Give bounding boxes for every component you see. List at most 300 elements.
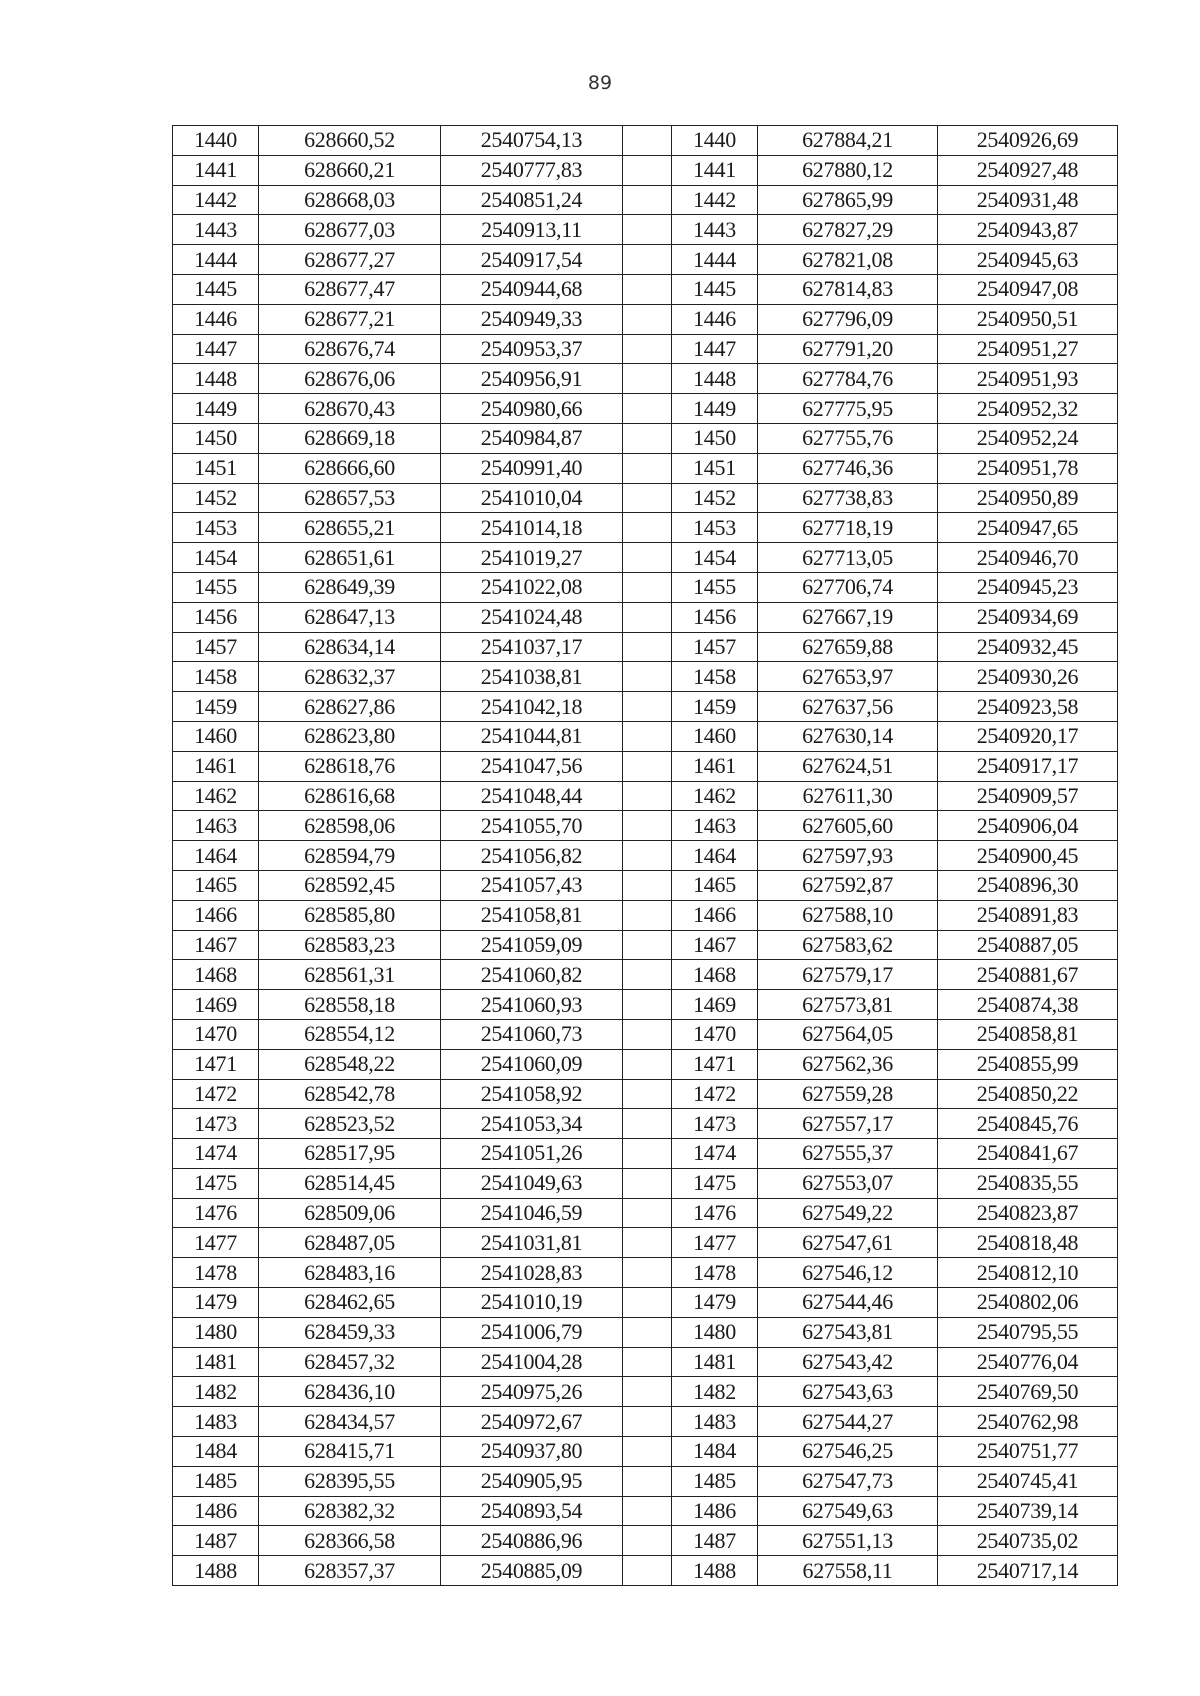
left-y-coordinate-cell: 2540956,91 xyxy=(441,364,623,394)
right-x-coordinate-cell: 627605,60 xyxy=(758,811,938,841)
spacer-cell xyxy=(623,1019,672,1049)
table-row xyxy=(173,990,1118,1020)
right-point-number-cell: 1480 xyxy=(672,1317,758,1347)
left-x-coordinate-cell: 628657,53 xyxy=(259,483,441,513)
spacer-cell xyxy=(623,215,672,245)
spacer-cell xyxy=(623,245,672,275)
left-y-coordinate-cell: 2541046,59 xyxy=(441,1198,623,1228)
table-row xyxy=(173,751,1118,781)
table-row xyxy=(173,1496,1118,1526)
right-point-number-cell: 1457 xyxy=(672,632,758,662)
left-y-coordinate-cell: 2540949,33 xyxy=(441,304,623,334)
left-x-coordinate-cell: 628668,03 xyxy=(259,185,441,215)
left-x-coordinate-cell: 628677,27 xyxy=(259,245,441,275)
left-x-coordinate-cell: 628382,32 xyxy=(259,1496,441,1526)
left-y-coordinate-cell: 2541044,81 xyxy=(441,721,623,751)
spacer-cell xyxy=(623,1407,672,1437)
right-y-coordinate-cell: 2540751,77 xyxy=(938,1437,1118,1467)
right-y-coordinate-cell: 2540735,02 xyxy=(938,1526,1118,1556)
right-y-coordinate-cell: 2540717,14 xyxy=(938,1556,1118,1586)
right-x-coordinate-cell: 627667,19 xyxy=(758,602,938,632)
right-point-number-cell: 1483 xyxy=(672,1407,758,1437)
left-x-coordinate-cell: 628669,18 xyxy=(259,423,441,453)
spacer-cell xyxy=(623,1228,672,1258)
left-x-coordinate-cell: 628618,76 xyxy=(259,751,441,781)
table-row xyxy=(173,304,1118,334)
left-point-number-cell: 1476 xyxy=(173,1198,259,1228)
table-row xyxy=(173,394,1118,424)
left-y-coordinate-cell: 2541051,26 xyxy=(441,1139,623,1169)
right-x-coordinate-cell: 627546,25 xyxy=(758,1437,938,1467)
right-point-number-cell: 1458 xyxy=(672,662,758,692)
table-row xyxy=(173,513,1118,543)
left-y-coordinate-cell: 2540777,83 xyxy=(441,155,623,185)
spacer-cell xyxy=(623,1258,672,1288)
left-x-coordinate-cell: 628632,37 xyxy=(259,662,441,692)
spacer-cell xyxy=(623,334,672,364)
left-point-number-cell: 1450 xyxy=(173,423,259,453)
right-x-coordinate-cell: 627821,08 xyxy=(758,245,938,275)
left-x-coordinate-cell: 628517,95 xyxy=(259,1139,441,1169)
right-x-coordinate-cell: 627713,05 xyxy=(758,543,938,573)
table-row xyxy=(173,1258,1118,1288)
table-row xyxy=(173,721,1118,751)
right-y-coordinate-cell: 2540950,51 xyxy=(938,304,1118,334)
right-point-number-cell: 1468 xyxy=(672,960,758,990)
left-y-coordinate-cell: 2541057,43 xyxy=(441,870,623,900)
left-y-coordinate-cell: 2540913,11 xyxy=(441,215,623,245)
table-row xyxy=(173,870,1118,900)
right-y-coordinate-cell: 2540951,27 xyxy=(938,334,1118,364)
right-y-coordinate-cell: 2540900,45 xyxy=(938,841,1118,871)
left-x-coordinate-cell: 628395,55 xyxy=(259,1466,441,1496)
right-y-coordinate-cell: 2540835,55 xyxy=(938,1168,1118,1198)
right-x-coordinate-cell: 627559,28 xyxy=(758,1079,938,1109)
table-row xyxy=(173,841,1118,871)
right-x-coordinate-cell: 627775,95 xyxy=(758,394,938,424)
right-point-number-cell: 1475 xyxy=(672,1168,758,1198)
left-point-number-cell: 1443 xyxy=(173,215,259,245)
spacer-cell xyxy=(623,1496,672,1526)
left-y-coordinate-cell: 2541059,09 xyxy=(441,930,623,960)
left-x-coordinate-cell: 628623,80 xyxy=(259,721,441,751)
right-x-coordinate-cell: 627562,36 xyxy=(758,1049,938,1079)
left-x-coordinate-cell: 628583,23 xyxy=(259,930,441,960)
left-y-coordinate-cell: 2541042,18 xyxy=(441,692,623,722)
spacer-cell xyxy=(623,990,672,1020)
spacer-cell xyxy=(623,721,672,751)
right-y-coordinate-cell: 2540932,45 xyxy=(938,632,1118,662)
left-point-number-cell: 1461 xyxy=(173,751,259,781)
table-row xyxy=(173,483,1118,513)
left-point-number-cell: 1446 xyxy=(173,304,259,334)
left-x-coordinate-cell: 628514,45 xyxy=(259,1168,441,1198)
left-point-number-cell: 1483 xyxy=(173,1407,259,1437)
right-point-number-cell: 1459 xyxy=(672,692,758,722)
right-y-coordinate-cell: 2540858,81 xyxy=(938,1019,1118,1049)
right-y-coordinate-cell: 2540950,89 xyxy=(938,483,1118,513)
left-y-coordinate-cell: 2541060,09 xyxy=(441,1049,623,1079)
table-row xyxy=(173,423,1118,453)
spacer-cell xyxy=(623,543,672,573)
right-point-number-cell: 1469 xyxy=(672,990,758,1020)
left-point-number-cell: 1447 xyxy=(173,334,259,364)
left-y-coordinate-cell: 2541058,92 xyxy=(441,1079,623,1109)
left-x-coordinate-cell: 628366,58 xyxy=(259,1526,441,1556)
spacer-cell xyxy=(623,900,672,930)
left-x-coordinate-cell: 628434,57 xyxy=(259,1407,441,1437)
left-point-number-cell: 1471 xyxy=(173,1049,259,1079)
right-point-number-cell: 1441 xyxy=(672,155,758,185)
right-point-number-cell: 1478 xyxy=(672,1258,758,1288)
coordinates-table-body xyxy=(173,126,1118,1586)
left-x-coordinate-cell: 628542,78 xyxy=(259,1079,441,1109)
right-y-coordinate-cell: 2540945,23 xyxy=(938,572,1118,602)
right-point-number-cell: 1446 xyxy=(672,304,758,334)
left-x-coordinate-cell: 628677,21 xyxy=(259,304,441,334)
right-point-number-cell: 1450 xyxy=(672,423,758,453)
left-point-number-cell: 1486 xyxy=(173,1496,259,1526)
left-point-number-cell: 1465 xyxy=(173,870,259,900)
table-row xyxy=(173,1198,1118,1228)
left-y-coordinate-cell: 2540972,67 xyxy=(441,1407,623,1437)
spacer-cell xyxy=(623,960,672,990)
spacer-cell xyxy=(623,841,672,871)
right-y-coordinate-cell: 2540931,48 xyxy=(938,185,1118,215)
right-point-number-cell: 1482 xyxy=(672,1377,758,1407)
spacer-cell xyxy=(623,781,672,811)
left-x-coordinate-cell: 628459,33 xyxy=(259,1317,441,1347)
left-point-number-cell: 1445 xyxy=(173,274,259,304)
right-point-number-cell: 1484 xyxy=(672,1437,758,1467)
right-y-coordinate-cell: 2540745,41 xyxy=(938,1466,1118,1496)
left-point-number-cell: 1477 xyxy=(173,1228,259,1258)
right-x-coordinate-cell: 627555,37 xyxy=(758,1139,938,1169)
left-x-coordinate-cell: 628415,71 xyxy=(259,1437,441,1467)
left-y-coordinate-cell: 2540953,37 xyxy=(441,334,623,364)
left-y-coordinate-cell: 2541014,18 xyxy=(441,513,623,543)
left-point-number-cell: 1444 xyxy=(173,245,259,275)
left-y-coordinate-cell: 2541019,27 xyxy=(441,543,623,573)
right-x-coordinate-cell: 627543,63 xyxy=(758,1377,938,1407)
spacer-cell xyxy=(623,1079,672,1109)
spacer-cell xyxy=(623,126,672,156)
table-row xyxy=(173,126,1118,156)
right-y-coordinate-cell: 2540920,17 xyxy=(938,721,1118,751)
right-point-number-cell: 1463 xyxy=(672,811,758,841)
left-y-coordinate-cell: 2541037,17 xyxy=(441,632,623,662)
right-y-coordinate-cell: 2540855,99 xyxy=(938,1049,1118,1079)
spacer-cell xyxy=(623,662,672,692)
spacer-cell xyxy=(623,155,672,185)
left-y-coordinate-cell: 2540991,40 xyxy=(441,453,623,483)
spacer-cell xyxy=(623,930,672,960)
table-row xyxy=(173,1466,1118,1496)
spacer-cell xyxy=(623,394,672,424)
right-point-number-cell: 1447 xyxy=(672,334,758,364)
right-x-coordinate-cell: 627557,17 xyxy=(758,1109,938,1139)
left-point-number-cell: 1480 xyxy=(173,1317,259,1347)
left-y-coordinate-cell: 2541060,93 xyxy=(441,990,623,1020)
left-y-coordinate-cell: 2540944,68 xyxy=(441,274,623,304)
table-row xyxy=(173,1556,1118,1586)
left-x-coordinate-cell: 628616,68 xyxy=(259,781,441,811)
table-row xyxy=(173,245,1118,275)
right-point-number-cell: 1477 xyxy=(672,1228,758,1258)
left-point-number-cell: 1481 xyxy=(173,1347,259,1377)
left-y-coordinate-cell: 2541028,83 xyxy=(441,1258,623,1288)
table-row xyxy=(173,274,1118,304)
left-y-coordinate-cell: 2541060,73 xyxy=(441,1019,623,1049)
right-x-coordinate-cell: 627588,10 xyxy=(758,900,938,930)
left-point-number-cell: 1475 xyxy=(173,1168,259,1198)
spacer-cell xyxy=(623,1347,672,1377)
spacer-cell xyxy=(623,870,672,900)
left-point-number-cell: 1488 xyxy=(173,1556,259,1586)
spacer-cell xyxy=(623,1556,672,1586)
table-row xyxy=(173,155,1118,185)
right-point-number-cell: 1452 xyxy=(672,483,758,513)
left-point-number-cell: 1453 xyxy=(173,513,259,543)
left-x-coordinate-cell: 628548,22 xyxy=(259,1049,441,1079)
left-x-coordinate-cell: 628676,74 xyxy=(259,334,441,364)
left-point-number-cell: 1484 xyxy=(173,1437,259,1467)
right-x-coordinate-cell: 627547,73 xyxy=(758,1466,938,1496)
right-y-coordinate-cell: 2540823,87 xyxy=(938,1198,1118,1228)
right-x-coordinate-cell: 627865,99 xyxy=(758,185,938,215)
right-x-coordinate-cell: 627546,12 xyxy=(758,1258,938,1288)
right-y-coordinate-cell: 2540896,30 xyxy=(938,870,1118,900)
left-x-coordinate-cell: 628558,18 xyxy=(259,990,441,1020)
right-y-coordinate-cell: 2540850,22 xyxy=(938,1079,1118,1109)
left-y-coordinate-cell: 2541048,44 xyxy=(441,781,623,811)
spacer-cell xyxy=(623,692,672,722)
table-row xyxy=(173,215,1118,245)
table-row xyxy=(173,960,1118,990)
left-point-number-cell: 1457 xyxy=(173,632,259,662)
right-x-coordinate-cell: 627718,19 xyxy=(758,513,938,543)
right-point-number-cell: 1461 xyxy=(672,751,758,781)
right-x-coordinate-cell: 627659,88 xyxy=(758,632,938,662)
left-x-coordinate-cell: 628436,10 xyxy=(259,1377,441,1407)
right-x-coordinate-cell: 627544,27 xyxy=(758,1407,938,1437)
left-y-coordinate-cell: 2541055,70 xyxy=(441,811,623,841)
left-x-coordinate-cell: 628655,21 xyxy=(259,513,441,543)
left-point-number-cell: 1462 xyxy=(173,781,259,811)
right-point-number-cell: 1472 xyxy=(672,1079,758,1109)
right-y-coordinate-cell: 2540881,67 xyxy=(938,960,1118,990)
right-point-number-cell: 1488 xyxy=(672,1556,758,1586)
left-point-number-cell: 1468 xyxy=(173,960,259,990)
spacer-cell xyxy=(623,483,672,513)
left-y-coordinate-cell: 2540885,09 xyxy=(441,1556,623,1586)
spacer-cell xyxy=(623,1049,672,1079)
spacer-cell xyxy=(623,1168,672,1198)
left-point-number-cell: 1467 xyxy=(173,930,259,960)
left-y-coordinate-cell: 2540975,26 xyxy=(441,1377,623,1407)
left-point-number-cell: 1442 xyxy=(173,185,259,215)
spacer-cell xyxy=(623,423,672,453)
right-point-number-cell: 1486 xyxy=(672,1496,758,1526)
left-x-coordinate-cell: 628651,61 xyxy=(259,543,441,573)
right-y-coordinate-cell: 2540795,55 xyxy=(938,1317,1118,1347)
right-point-number-cell: 1476 xyxy=(672,1198,758,1228)
right-x-coordinate-cell: 627553,07 xyxy=(758,1168,938,1198)
right-point-number-cell: 1440 xyxy=(672,126,758,156)
right-y-coordinate-cell: 2540906,04 xyxy=(938,811,1118,841)
right-x-coordinate-cell: 627784,76 xyxy=(758,364,938,394)
left-point-number-cell: 1487 xyxy=(173,1526,259,1556)
spacer-cell xyxy=(623,1466,672,1496)
table-row xyxy=(173,1526,1118,1556)
coordinates-table xyxy=(172,125,1118,1586)
right-point-number-cell: 1451 xyxy=(672,453,758,483)
left-point-number-cell: 1459 xyxy=(173,692,259,722)
left-y-coordinate-cell: 2541038,81 xyxy=(441,662,623,692)
right-point-number-cell: 1443 xyxy=(672,215,758,245)
right-y-coordinate-cell: 2540927,48 xyxy=(938,155,1118,185)
right-point-number-cell: 1448 xyxy=(672,364,758,394)
spacer-cell xyxy=(623,1139,672,1169)
table-row xyxy=(173,185,1118,215)
spacer-cell xyxy=(623,304,672,334)
spacer-cell xyxy=(623,513,672,543)
left-y-coordinate-cell: 2540754,13 xyxy=(441,126,623,156)
left-y-coordinate-cell: 2541006,79 xyxy=(441,1317,623,1347)
right-x-coordinate-cell: 627543,81 xyxy=(758,1317,938,1347)
left-point-number-cell: 1469 xyxy=(173,990,259,1020)
left-x-coordinate-cell: 628462,65 xyxy=(259,1288,441,1318)
right-x-coordinate-cell: 627796,09 xyxy=(758,304,938,334)
right-y-coordinate-cell: 2540818,48 xyxy=(938,1228,1118,1258)
right-x-coordinate-cell: 627746,36 xyxy=(758,453,938,483)
left-point-number-cell: 1458 xyxy=(173,662,259,692)
right-point-number-cell: 1456 xyxy=(672,602,758,632)
right-x-coordinate-cell: 627592,87 xyxy=(758,870,938,900)
left-x-coordinate-cell: 628483,16 xyxy=(259,1258,441,1288)
left-y-coordinate-cell: 2541024,48 xyxy=(441,602,623,632)
left-x-coordinate-cell: 628561,31 xyxy=(259,960,441,990)
table-row xyxy=(173,364,1118,394)
spacer-cell xyxy=(623,1526,672,1556)
right-y-coordinate-cell: 2540802,06 xyxy=(938,1288,1118,1318)
right-point-number-cell: 1445 xyxy=(672,274,758,304)
left-point-number-cell: 1448 xyxy=(173,364,259,394)
left-point-number-cell: 1456 xyxy=(173,602,259,632)
right-point-number-cell: 1471 xyxy=(672,1049,758,1079)
right-x-coordinate-cell: 627611,30 xyxy=(758,781,938,811)
right-y-coordinate-cell: 2540943,87 xyxy=(938,215,1118,245)
right-x-coordinate-cell: 627549,22 xyxy=(758,1198,938,1228)
left-y-coordinate-cell: 2541060,82 xyxy=(441,960,623,990)
spacer-cell xyxy=(623,1288,672,1318)
left-y-coordinate-cell: 2540851,24 xyxy=(441,185,623,215)
spacer-cell xyxy=(623,1109,672,1139)
left-point-number-cell: 1454 xyxy=(173,543,259,573)
right-point-number-cell: 1455 xyxy=(672,572,758,602)
right-x-coordinate-cell: 627558,11 xyxy=(758,1556,938,1586)
right-point-number-cell: 1474 xyxy=(672,1139,758,1169)
right-y-coordinate-cell: 2540845,76 xyxy=(938,1109,1118,1139)
left-point-number-cell: 1478 xyxy=(173,1258,259,1288)
left-point-number-cell: 1451 xyxy=(173,453,259,483)
right-y-coordinate-cell: 2540952,24 xyxy=(938,423,1118,453)
right-y-coordinate-cell: 2540930,26 xyxy=(938,662,1118,692)
right-y-coordinate-cell: 2540917,17 xyxy=(938,751,1118,781)
right-point-number-cell: 1454 xyxy=(672,543,758,573)
left-x-coordinate-cell: 628487,05 xyxy=(259,1228,441,1258)
left-point-number-cell: 1440 xyxy=(173,126,259,156)
left-x-coordinate-cell: 628509,06 xyxy=(259,1198,441,1228)
right-point-number-cell: 1449 xyxy=(672,394,758,424)
left-y-coordinate-cell: 2541053,34 xyxy=(441,1109,623,1139)
left-y-coordinate-cell: 2541010,04 xyxy=(441,483,623,513)
right-y-coordinate-cell: 2540887,05 xyxy=(938,930,1118,960)
right-x-coordinate-cell: 627791,20 xyxy=(758,334,938,364)
right-y-coordinate-cell: 2540762,98 xyxy=(938,1407,1118,1437)
right-x-coordinate-cell: 627630,14 xyxy=(758,721,938,751)
table-row xyxy=(173,1079,1118,1109)
left-point-number-cell: 1441 xyxy=(173,155,259,185)
right-point-number-cell: 1466 xyxy=(672,900,758,930)
left-point-number-cell: 1473 xyxy=(173,1109,259,1139)
right-point-number-cell: 1453 xyxy=(672,513,758,543)
table-row xyxy=(173,572,1118,602)
left-y-coordinate-cell: 2540984,87 xyxy=(441,423,623,453)
left-x-coordinate-cell: 628647,13 xyxy=(259,602,441,632)
left-x-coordinate-cell: 628585,80 xyxy=(259,900,441,930)
right-x-coordinate-cell: 627884,21 xyxy=(758,126,938,156)
right-point-number-cell: 1460 xyxy=(672,721,758,751)
right-x-coordinate-cell: 627597,93 xyxy=(758,841,938,871)
right-x-coordinate-cell: 627551,13 xyxy=(758,1526,938,1556)
left-x-coordinate-cell: 628457,32 xyxy=(259,1347,441,1377)
table-row xyxy=(173,692,1118,722)
table-row xyxy=(173,1317,1118,1347)
right-x-coordinate-cell: 627579,17 xyxy=(758,960,938,990)
left-point-number-cell: 1463 xyxy=(173,811,259,841)
left-y-coordinate-cell: 2541056,82 xyxy=(441,841,623,871)
left-x-coordinate-cell: 628677,03 xyxy=(259,215,441,245)
table-row xyxy=(173,1288,1118,1318)
spacer-cell xyxy=(623,602,672,632)
left-x-coordinate-cell: 628598,06 xyxy=(259,811,441,841)
right-x-coordinate-cell: 627549,63 xyxy=(758,1496,938,1526)
left-x-coordinate-cell: 628627,86 xyxy=(259,692,441,722)
right-point-number-cell: 1485 xyxy=(672,1466,758,1496)
spacer-cell xyxy=(623,185,672,215)
left-point-number-cell: 1466 xyxy=(173,900,259,930)
right-x-coordinate-cell: 627544,46 xyxy=(758,1288,938,1318)
right-x-coordinate-cell: 627738,83 xyxy=(758,483,938,513)
left-y-coordinate-cell: 2540886,96 xyxy=(441,1526,623,1556)
right-x-coordinate-cell: 627583,62 xyxy=(758,930,938,960)
right-x-coordinate-cell: 627573,81 xyxy=(758,990,938,1020)
left-y-coordinate-cell: 2541022,08 xyxy=(441,572,623,602)
left-x-coordinate-cell: 628666,60 xyxy=(259,453,441,483)
right-y-coordinate-cell: 2540947,08 xyxy=(938,274,1118,304)
table-row xyxy=(173,1049,1118,1079)
left-y-coordinate-cell: 2541058,81 xyxy=(441,900,623,930)
right-x-coordinate-cell: 627814,83 xyxy=(758,274,938,304)
right-x-coordinate-cell: 627543,42 xyxy=(758,1347,938,1377)
spacer-cell xyxy=(623,1317,672,1347)
left-y-coordinate-cell: 2541010,19 xyxy=(441,1288,623,1318)
spacer-cell xyxy=(623,453,672,483)
table-row xyxy=(173,334,1118,364)
left-x-coordinate-cell: 628676,06 xyxy=(259,364,441,394)
right-point-number-cell: 1479 xyxy=(672,1288,758,1318)
